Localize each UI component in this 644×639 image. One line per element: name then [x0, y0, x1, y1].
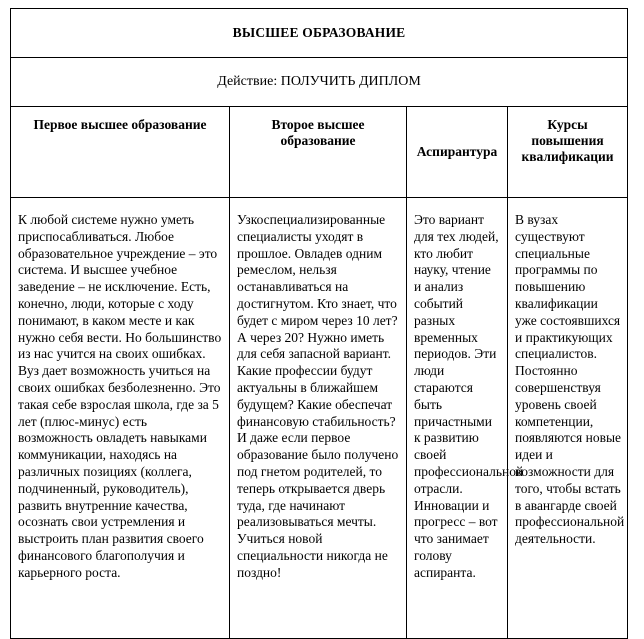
action-row: Действие: ПОЛУЧИТЬ ДИПЛОМ	[11, 58, 628, 107]
header-postgraduate: Аспирантура	[407, 107, 508, 198]
header-qualification-courses: Курсы повышения квалификации	[508, 107, 628, 198]
paragraph-postgraduate: Это вариант для тех людей, кто любит науку, чтение и анализ событий разных временных периодов. Эти люди стараются быть причастными к развитию своей профессиональной отрасли. Инновации и прогресс – вот что занимает голову аспиранта.	[414, 212, 524, 580]
table-title: ВЫСШЕЕ ОБРАЗОВАНИЕ	[11, 9, 628, 58]
text-qualification-courses	[508, 198, 628, 639]
paragraph-first-degree: К любой системе нужно уметь приспосабливаться. Любое образовательное учреждение – это система. И высшее учебное заведение – не исключение. Есть, конечно, люди, которые с ходу понимают, в каком месте и как нужно себя вести. Но большинство из нас учится на своих ошибках. Вуз дает возможность учиться на своих ошибках безболезненно. Это такая себе взрослая школа, где за 5 лет (плюс-минус) есть возможность овладеть навыками коммуникации, находясь на различных позициях (коллега, подчиненный, руководитель), развить внутренние качества, осознать свои устремления и выстроить план развития своего финансового благополучия и карьерного роста.	[18, 212, 222, 580]
paragraph-second-degree: Узкоспециализированные специалисты уходят в прошлое. Овладев одним ремеслом, нельзя останавливаться на достигнутом. Кто знает, что будет с миром через 10 лет? А через 20? Нужно иметь для себя запасной вариант. Какие профессии будут актуальны в ближайшем будущем? Какие обеспечат финансовую стабильность? И даже если первое образование было получено под гнетом родителей, то теперь открывается дверь туда, где начинают реализовываться мечты. Учиться новой специальности никогда не поздно!	[237, 212, 399, 580]
text-postgraduate	[407, 198, 524, 639]
education-table	[10, 8, 628, 639]
paragraph-qualification-courses: В вузах существуют специальные программы по повышению квалификации уже состоявшихся и практикующих специалистов. Постоянно совершенствуя уровень своей компетенции, появляются новые идеи и возможности для того, чтобы встать в авангарде своей профессиональной деятельности.	[515, 212, 625, 547]
header-first-degree: Первое высшее образование	[11, 107, 230, 198]
text-first-degree	[11, 198, 230, 639]
text-second-degree	[230, 198, 407, 639]
header-second-degree: Второе высшее образование	[230, 107, 407, 198]
